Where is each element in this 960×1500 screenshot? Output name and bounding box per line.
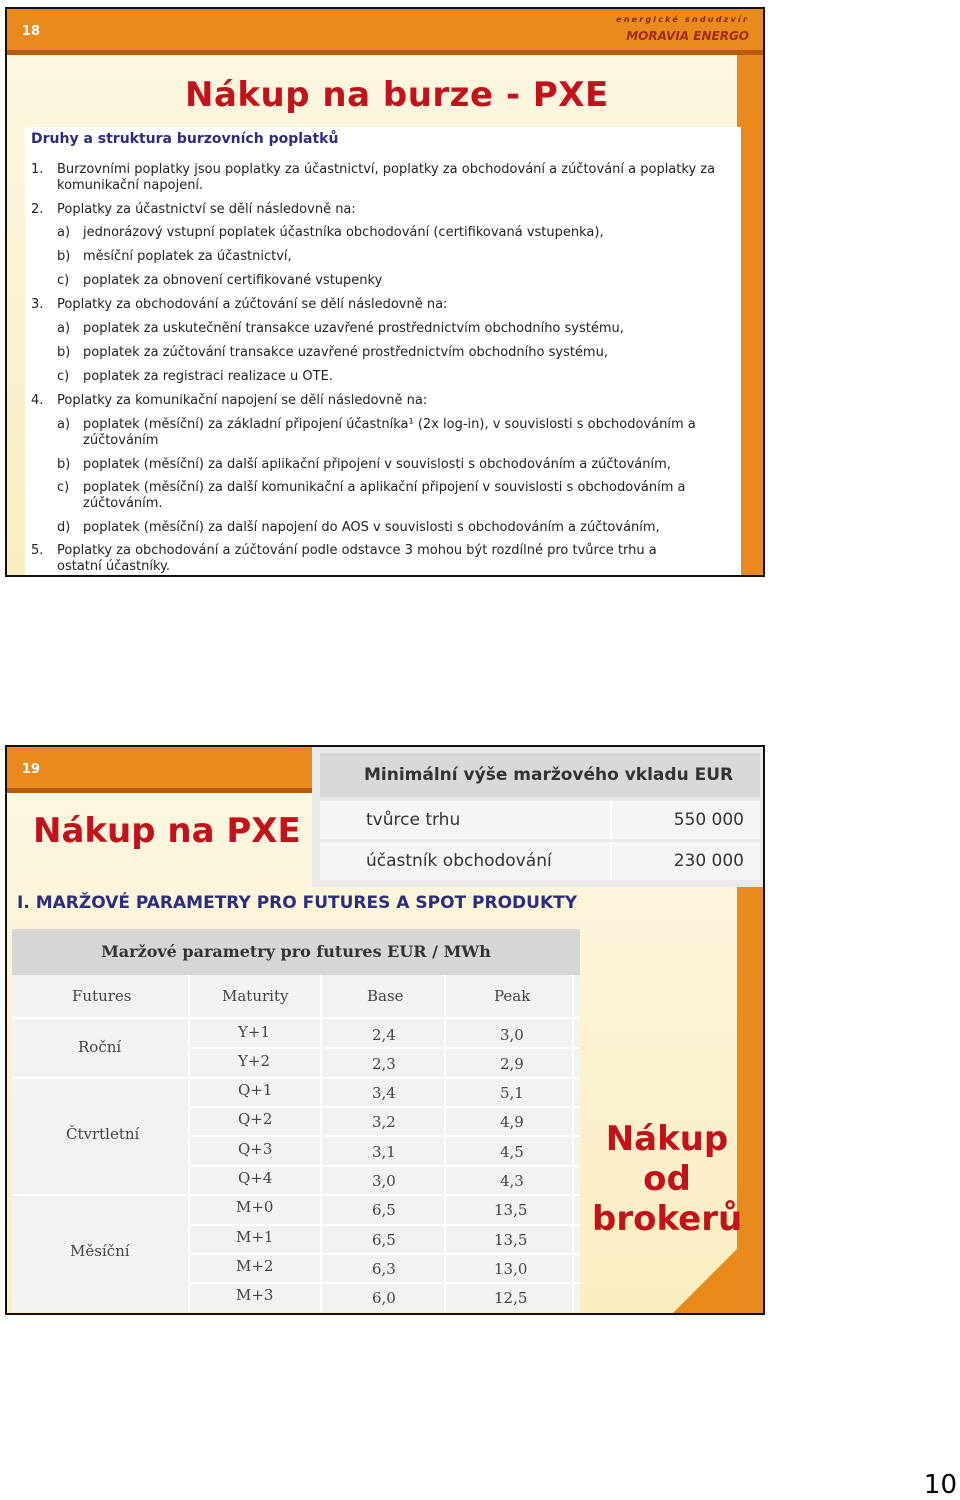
slide-header-bar	[7, 747, 312, 793]
maturity-cell: Y+1	[238, 1023, 271, 1041]
maturity-cell: M+2	[236, 1257, 274, 1275]
list-item: 1. Burzovními poplatky jsou poplatky za účastnictví, poplatky za obchodování a zúčtování a poplatky za komunikační napojení.	[31, 162, 716, 193]
slide-number: 18	[22, 24, 41, 39]
maturity-cell: Q+2	[238, 1110, 273, 1128]
list-item: a) jednorázový vstupní poplatek účastníka obchodování (certifikovaná vstupenka),	[57, 225, 604, 240]
group-label-quarterly: Čtvrtletní	[66, 1125, 140, 1143]
maturity-cell: Q+3	[238, 1140, 273, 1158]
base-cell: 3,0	[372, 1172, 396, 1190]
slide-18	[5, 7, 765, 577]
list-item: b) poplatek (měsíční) za další aplikační připojení v souvislosti s obchodováním a zúčtováním,	[57, 457, 671, 472]
brokers-label: Nákup od brokerů	[592, 1119, 743, 1239]
list-item: b) měsíční poplatek za účastnictví,	[57, 249, 292, 264]
column-header-peak: Peak	[494, 987, 531, 1005]
base-cell: 2,4	[372, 1026, 396, 1044]
peak-cell: 5,1	[500, 1084, 524, 1102]
base-cell: 3,1	[372, 1143, 396, 1161]
logo-tagline: energické sndudzvír	[616, 15, 749, 24]
peak-cell: 2,9	[500, 1055, 524, 1073]
list-item: d) poplatek (měsíční) za další napojení do AOS v souvislosti s obchodováním a zúčtováním,	[57, 520, 660, 535]
company-logo: MORAVIA ENERGO	[626, 29, 749, 43]
slide-title: Nákup na PXE	[33, 811, 301, 851]
table-row: účastník obchodování 230 000	[320, 842, 760, 880]
fee-document	[25, 127, 741, 577]
column-header-base: Base	[367, 987, 404, 1005]
group-label-annual: Roční	[78, 1038, 122, 1056]
base-cell: 6,5	[372, 1231, 396, 1249]
maturity-cell: Q+4	[238, 1169, 273, 1187]
base-cell: 3,4	[372, 1084, 396, 1102]
list-item: c) poplatek za registraci realizace u OTE.	[57, 369, 333, 384]
list-item: c) poplatek za obnovení certifikované vstupenky	[57, 273, 383, 288]
page-number: 10	[923, 1470, 957, 1500]
maturity-cell: Q+1	[238, 1081, 273, 1099]
maturity-cell: M+0	[236, 1198, 274, 1216]
slide-19	[5, 745, 765, 1315]
futures-section-heading: I. MARŽOVÉ PARAMETRY PRO FUTURES A SPOT PRODUKTY	[17, 893, 578, 913]
base-cell: 3,2	[372, 1113, 396, 1131]
peak-cell: 12,5	[494, 1289, 528, 1307]
base-cell: 6,5	[372, 1201, 396, 1219]
maturity-cell: Y+2	[238, 1052, 271, 1070]
peak-cell: 4,9	[500, 1113, 524, 1131]
margin-deposit-table	[312, 747, 765, 887]
margin-table-heading: Minimální výše maržového vkladu EUR	[320, 753, 760, 797]
column-header-futures: Futures	[72, 987, 132, 1005]
peak-cell: 4,3	[500, 1172, 524, 1190]
column-header-maturity: Maturity	[222, 987, 289, 1005]
table-caption: Maržové parametry pro futures EUR / MWh	[12, 929, 580, 975]
list-item: 3. Poplatky za obchodování a zúčtování se dělí následovně na:	[31, 297, 448, 312]
list-item: 5. Poplatky za obchodování a zúčtování podle odstavce 3 mohou být rozdílné pro tvůrce trhu a ostatní účastníky.	[31, 543, 657, 574]
list-item: a) poplatek (měsíční) za základní připojení účastníka¹ (2x log-in), v souvislosti s obchodováním a zúčtováním	[57, 417, 696, 448]
base-cell: 2,3	[372, 1055, 396, 1073]
slide-number: 19	[22, 762, 41, 777]
peak-cell: 13,0	[494, 1260, 528, 1278]
list-item: 2. Poplatky za účastnictví se dělí následovně na:	[31, 202, 356, 217]
list-item: 4. Poplatky za komunikační napojení se dělí následovně na:	[31, 393, 428, 408]
peak-cell: 3,0	[500, 1026, 524, 1044]
group-label-monthly: Měsíční	[70, 1242, 130, 1260]
slide-title: Nákup na burze - PXE	[185, 75, 609, 115]
list-item: b) poplatek za zúčtování transakce uzavřené prostřednictvím obchodního systému,	[57, 345, 608, 360]
document-heading: Druhy a struktura burzovních poplatků	[31, 131, 339, 147]
maturity-cell: M+3	[236, 1286, 274, 1304]
peak-cell: 4,5	[500, 1143, 524, 1161]
list-item: a) poplatek za uskutečnění transakce uzavřené prostřednictvím obchodního systému,	[57, 321, 624, 336]
table-row: tvůrce trhu 550 000	[320, 801, 760, 839]
peak-cell: 13,5	[494, 1201, 528, 1219]
maturity-cell: M+1	[236, 1228, 274, 1246]
list-item: c) poplatek (měsíční) za další komunikační a aplikační připojení v souvislosti s obchodováním a zúčtováním.	[57, 480, 686, 511]
base-cell: 6,0	[372, 1289, 396, 1307]
base-cell: 6,3	[372, 1260, 396, 1278]
futures-margin-table	[12, 929, 580, 1312]
peak-cell: 13,5	[494, 1231, 528, 1249]
